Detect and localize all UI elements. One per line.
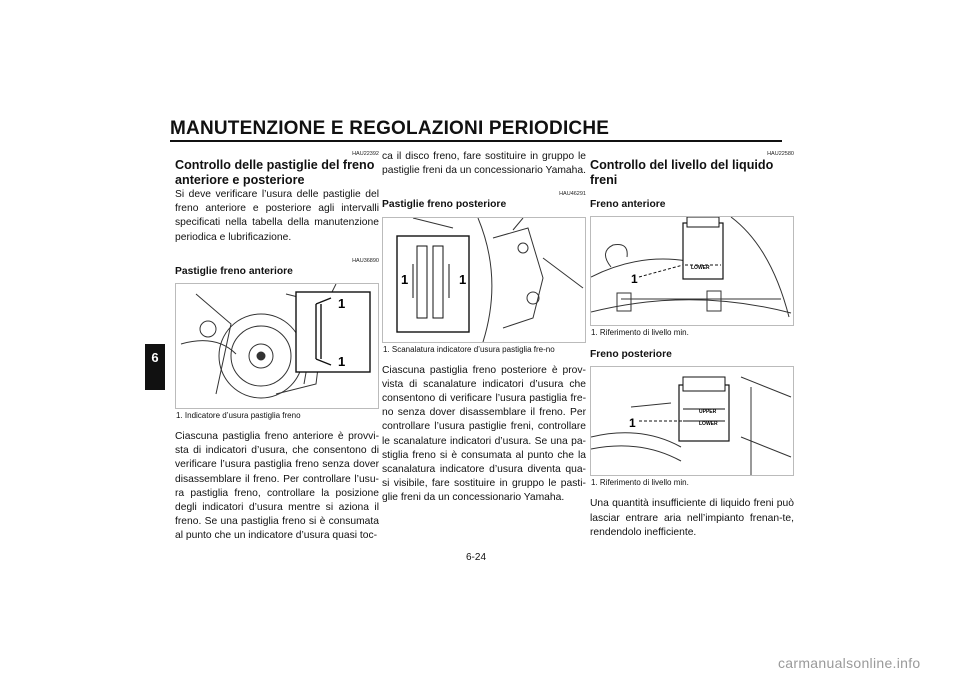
callout-label: 1 <box>631 272 638 287</box>
callout-label: 1 <box>401 271 409 287</box>
page-header-title: MANUTENZIONE E REGOLAZIONI PERIODICHE <box>170 118 610 139</box>
section-code: HAU36890 <box>352 257 379 264</box>
paragraph: Si deve verificare l’usura delle pastiglie del freno anteriore e posteriore agli intervalli specificati nella tabella della manutenzione periodica e lubrificazione. <box>175 189 379 243</box>
callout-label: 1 <box>459 271 467 287</box>
lower-mark: LOWER <box>699 421 718 428</box>
paragraph: Una quantità insufficiente di liquido freni può lasciar entrare aria nell’impianto frenan-te, rendendolo inefficiente. <box>590 498 794 538</box>
column-2 <box>382 150 586 506</box>
column-3 <box>590 150 794 540</box>
subheading: Freno anteriore <box>590 199 666 210</box>
front-brake-pad-figure <box>175 283 379 409</box>
front-reservoir-illustration <box>591 217 793 325</box>
section-code: HAU46291 <box>559 191 586 198</box>
lower-mark: LOWER <box>691 265 710 272</box>
chapter-tab: 6 <box>145 344 165 390</box>
rear-brake-pad-figure <box>382 217 586 343</box>
section-heading: Controllo del livello del liquido freni <box>590 158 774 187</box>
callout-label: 1 <box>338 296 346 312</box>
rear-brake-illustration <box>383 218 585 342</box>
watermark: carmanualsonline.info <box>778 655 921 671</box>
section-code: HAU22580 <box>767 151 794 157</box>
rear-reservoir-illustration <box>591 367 793 475</box>
callout-label: 1 <box>629 416 636 431</box>
column-1 <box>175 150 379 544</box>
upper-mark: UPPER <box>699 409 717 416</box>
rear-brake-fluid-figure <box>590 366 794 476</box>
section-heading: Controllo delle pastiglie del freno anteriore e posteriore <box>175 158 375 187</box>
paragraph: Ciascuna pastiglia freno anteriore è provvi-sta di indicatori d’usura, che consentono di verificare l’usura pastiglia freno senza dover disassemblare il freno. Per controllare l’usu-ra pastiglia freno, controllare la posizione degli indicatori d’usura mentre si aziona il freno. Se una pastiglia freno si è consumata al punto che un indicatore d’usura quasi toc- <box>175 431 379 542</box>
callout-label: 1 <box>338 354 346 370</box>
figure-caption: 1. Indicatore d’usura pastiglia freno <box>176 411 301 421</box>
header-rule <box>170 140 782 142</box>
paragraph: ca il disco freno, fare sostituire in gruppo le pastiglie freni da un concessionario Yamaha. <box>382 151 586 177</box>
figure-caption: 1. Scanalatura indicatore d’usura pastiglia fre-no <box>383 344 555 354</box>
section-code: HAU22392 <box>352 151 379 157</box>
subheading: Pastiglie freno anteriore <box>175 265 293 277</box>
front-brake-illustration <box>176 284 378 408</box>
subheading: Pastiglie freno posteriore <box>382 199 507 211</box>
figure-caption: 1. Riferimento di livello min. <box>591 328 689 338</box>
subheading: Freno posteriore <box>590 349 672 361</box>
figure-caption: 1. Riferimento di livello min. <box>591 478 689 488</box>
paragraph: Ciascuna pastiglia freno posteriore è prov-vista di scanalature indicatori d’usura che consentono di verificare l’usura pastiglia fre-no senza dover disassemblare il freno. Per controllare l’usura pastiglie freni, controllare le scanalature indicatori d’usura. Se una pa-stiglia freno si è consumata al punto che la scanalatura indicatore d’usura diventa qua-si visibile, fare sostituire in gruppo le pasti-glie freni da un concessionario Yamaha. <box>382 364 586 504</box>
page-number: 6-24 <box>466 552 487 563</box>
front-brake-fluid-figure <box>590 216 794 326</box>
